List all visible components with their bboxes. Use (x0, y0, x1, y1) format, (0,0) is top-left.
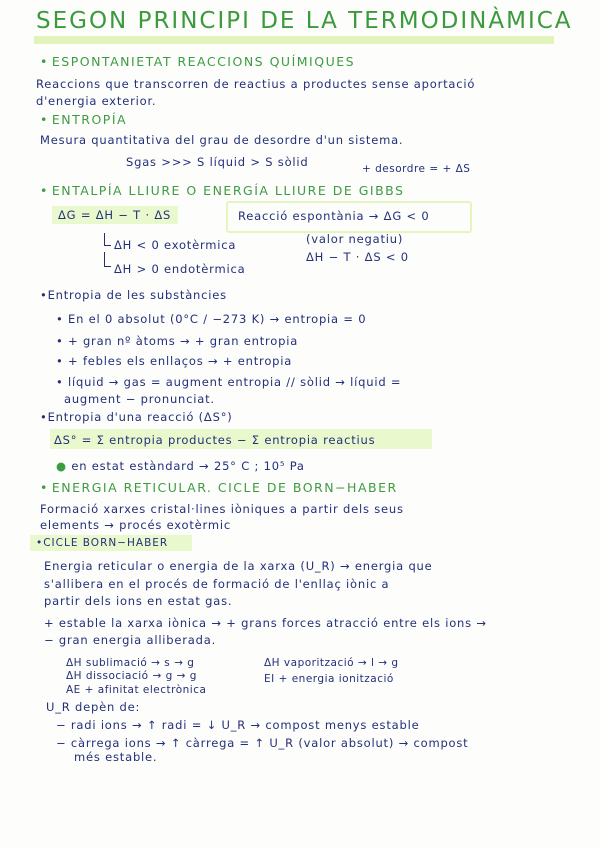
spontaneity-line-2: d'energia exterior. (36, 94, 157, 108)
cycle-line-1: Energia reticular o energia de la xarxa (U_R) → energia que (44, 559, 433, 573)
reaction-standard: ● en estat estàndard → 25° C ; 10⁵ Pa (56, 459, 305, 473)
substances-bullet-3: • + febles els enllaços → + entropia (56, 354, 293, 368)
reaction-formula: ΔS° = Σ entropia productes − Σ entropia reactius (54, 433, 376, 447)
page-title: SEGON PRINCIPI DE LA TERMODINÀMICA (36, 8, 573, 34)
cycle-term-dissociation: ΔH dissociació → g → g (66, 670, 197, 682)
gibbs-spontaneous: Reacció espontània → ΔG < 0 (238, 209, 430, 223)
substances-bullet-4a: • líquid → gas = augment entropia // sòlid → líquid = (56, 375, 402, 389)
lattice-line-2: elements → procés exotèrmic (40, 518, 232, 532)
substances-bullet-4b: augment − pronunciat. (64, 392, 215, 406)
cycle-term-sublimation: ΔH sublimació → s → g (66, 657, 195, 669)
substances-bullet-2: • + gran nº àtoms → + gran entropia (56, 334, 299, 348)
endo-bracket (104, 252, 111, 267)
section-reaction-heading: •Entropia d'una reacció (ΔS°) (40, 410, 233, 424)
exo-bracket (104, 233, 111, 246)
gibbs-exothermic: ΔH < 0 exotèrmica (114, 238, 237, 252)
title-highlight (34, 36, 554, 44)
cycle-depend-charge-cont: més estable. (74, 750, 158, 764)
cycle-depend-charge: − càrrega ions → ↑ càrrega = ↑ U_R (valor absolut) → compost (56, 736, 469, 750)
section-gibbs-heading: • ENTALPÍA LLIURE O ENERGÍA LLIURE DE GIBBS (40, 183, 405, 198)
cycle-line-2: s'allibera en el procés de formació de l'enllaç iònic a (44, 577, 390, 591)
spontaneity-line-1: Reaccions que transcorren de reactius a productes sense aportació (36, 77, 476, 91)
cycle-term-ionization: EI + energia ionització (264, 673, 394, 685)
gibbs-formula: ΔG = ΔH − T · ΔS (58, 208, 172, 222)
gibbs-negative: (valor negatiu) (306, 232, 404, 246)
cycle-line-5: − gran energia alliberada. (44, 633, 217, 647)
section-spontaneity-heading: • ESPONTANIETAT REACCIONS QUÍMIQUES (40, 54, 356, 69)
entropy-line-1: Mesura quantitativa del grau de desordre d'un sistema. (40, 133, 404, 147)
section-substances-heading: •Entropia de les substàncies (40, 288, 227, 302)
substances-bullet-1: • En el 0 absolut (0°C / −273 K) → entropia = 0 (56, 312, 367, 326)
cycle-term-affinity: AE + afinitat electrònica (66, 684, 207, 696)
gibbs-condition: ΔH − T · ΔS < 0 (306, 250, 409, 264)
lattice-line-1: Formació xarxes cristal·lines iòniques a partir dels seus (40, 502, 404, 516)
cycle-line-3: partir dels ions en estat gas. (44, 594, 233, 608)
section-cycle-heading: •CICLE BORN−HABER (36, 537, 169, 549)
cycle-line-4: + estable la xarxa iònica → + grans forces atracció entre els ions → (44, 616, 487, 630)
gibbs-endothermic: ΔH > 0 endotèrmica (114, 262, 246, 276)
cycle-depend-radius: − radi ions → ↑ radi = ↓ U_R → compost menys estable (56, 718, 420, 732)
cycle-term-vaporization: ΔH vaporització → l → g (264, 657, 399, 669)
section-entropy-heading: • ENTROPÍA (40, 112, 128, 127)
entropy-line-3: + desordre = + ΔS (362, 163, 471, 175)
section-lattice-heading: • ENERGIA RETICULAR. CICLE DE BORN−HABER (40, 480, 398, 495)
cycle-depends: U_R depèn de: (46, 700, 141, 714)
entropy-line-2: Sgas >>> S líquid > S sòlid (126, 155, 309, 169)
